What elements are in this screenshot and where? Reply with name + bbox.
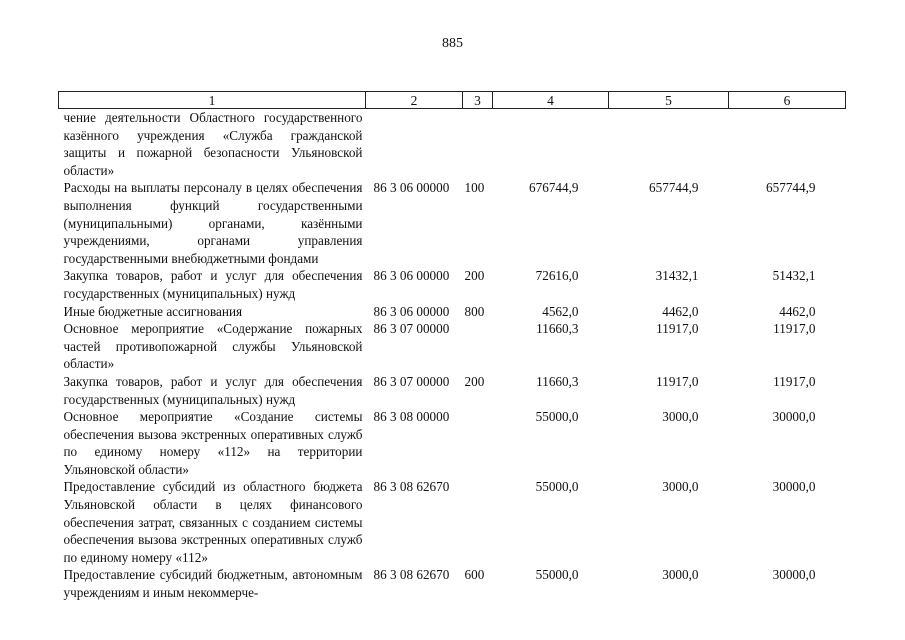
row-value-5: 4462,0 [662,303,699,319]
row-value-6: 11917,0 [773,321,816,337]
row-value-4: 11660,3 [536,321,579,337]
header-col-3: 3 [463,92,493,109]
row-description: Расходы на выплаты персоналу в целях обеспечения выполнения функций государственными (муниципальными) органами, казёнными учреждениями, органами управления государственными внебюджетными фондами [63,180,363,266]
row-value-5: 11917,0 [656,321,699,337]
page-number: 885 [442,36,463,51]
row-value-4: 72616,0 [535,268,579,284]
row-value-5: 657744,9 [649,180,699,196]
row-value-4: 11660,3 [536,373,579,389]
row-description: Основное мероприятие «Создание системы обеспечения вызова экстренных оперативных служб по единому номеру «112» на территории Ульяновской области» [63,409,363,477]
header-col-4: 4 [493,92,609,109]
row-value-4: 55000,0 [535,479,579,495]
row-value-5: 3000,0 [662,567,699,583]
row-expense-type: 100 [464,180,485,196]
row-code: 86 3 06 00000 [373,303,450,319]
row-expense-type: 600 [464,567,485,583]
row-expense-type: 200 [464,373,485,389]
row-code: 86 3 06 00000 [373,180,450,196]
row-value-4: 676744,9 [529,180,579,196]
row-code: 86 3 08 62670 [373,479,450,495]
table-row [59,109,846,180]
row-value-5 [609,109,729,180]
row-value-6: 51432,1 [772,268,816,284]
row-value-6 [729,109,846,180]
table-row [59,320,846,373]
row-value-6: 11917,0 [773,373,816,389]
row-expense-type [463,478,493,566]
table-row [59,267,846,302]
row-description: Предоставление субсидий из областного бюджета Ульяновской области в целях финансового обеспечения затрат, связанных с созданием системы обеспечения вызова экстренных оперативных служб по единому номеру «112» [63,479,363,565]
row-value-4: 4562,0 [542,303,579,319]
row-code: 86 3 08 00000 [373,409,450,425]
row-code: 86 3 06 00000 [373,268,450,284]
row-value-6: 30000,0 [772,567,816,583]
row-code: 86 3 07 00000 [373,373,450,389]
table-row [59,373,846,408]
table-row [59,303,846,321]
row-code: 86 3 07 00000 [373,321,450,337]
header-col-2: 2 [366,92,463,109]
row-value-6: 30000,0 [772,479,816,495]
row-code [366,109,463,180]
budget-table [58,91,846,602]
row-expense-type [463,320,493,373]
row-value-6: 657744,9 [766,180,816,196]
row-value-5: 31432,1 [655,268,699,284]
row-value-6: 4462,0 [779,303,816,319]
table-row [59,408,846,478]
row-value-4: 55000,0 [535,567,579,583]
row-value-5: 3000,0 [662,409,699,425]
table-row [59,179,846,267]
row-code: 86 3 08 62670 [373,567,450,583]
row-description: Предоставление субсидий бюджетным, автономным учреждениям и иным некоммерче- [63,567,363,601]
row-expense-type [463,109,493,180]
row-expense-type [463,408,493,478]
row-value-6: 30000,0 [772,409,816,425]
row-value-5: 3000,0 [662,479,699,495]
table-row [59,566,846,601]
header-col-6: 6 [729,92,846,109]
row-value-4: 55000,0 [535,409,579,425]
row-description: Закупка товаров, работ и услуг для обеспечения государственных (муниципальных) нужд [63,373,363,407]
row-value-4 [493,109,609,180]
row-description: Иные бюджетные ассигнования [63,303,243,319]
table-row [59,478,846,566]
row-description: чение деятельности Областного государственного казённого учреждения «Служба гражданской защиты и пожарной безопасности Ульяновской области» [63,110,363,178]
header-col-1: 1 [59,92,366,109]
table-header-row [59,92,846,109]
row-expense-type: 200 [464,268,485,284]
row-value-5: 11917,0 [656,373,699,389]
row-description: Основное мероприятие «Содержание пожарных частей противопожарной службы Ульяновской области» [63,321,363,372]
row-expense-type: 800 [464,303,485,319]
header-col-5: 5 [609,92,729,109]
row-description: Закупка товаров, работ и услуг для обеспечения государственных (муниципальных) нужд [63,268,363,301]
